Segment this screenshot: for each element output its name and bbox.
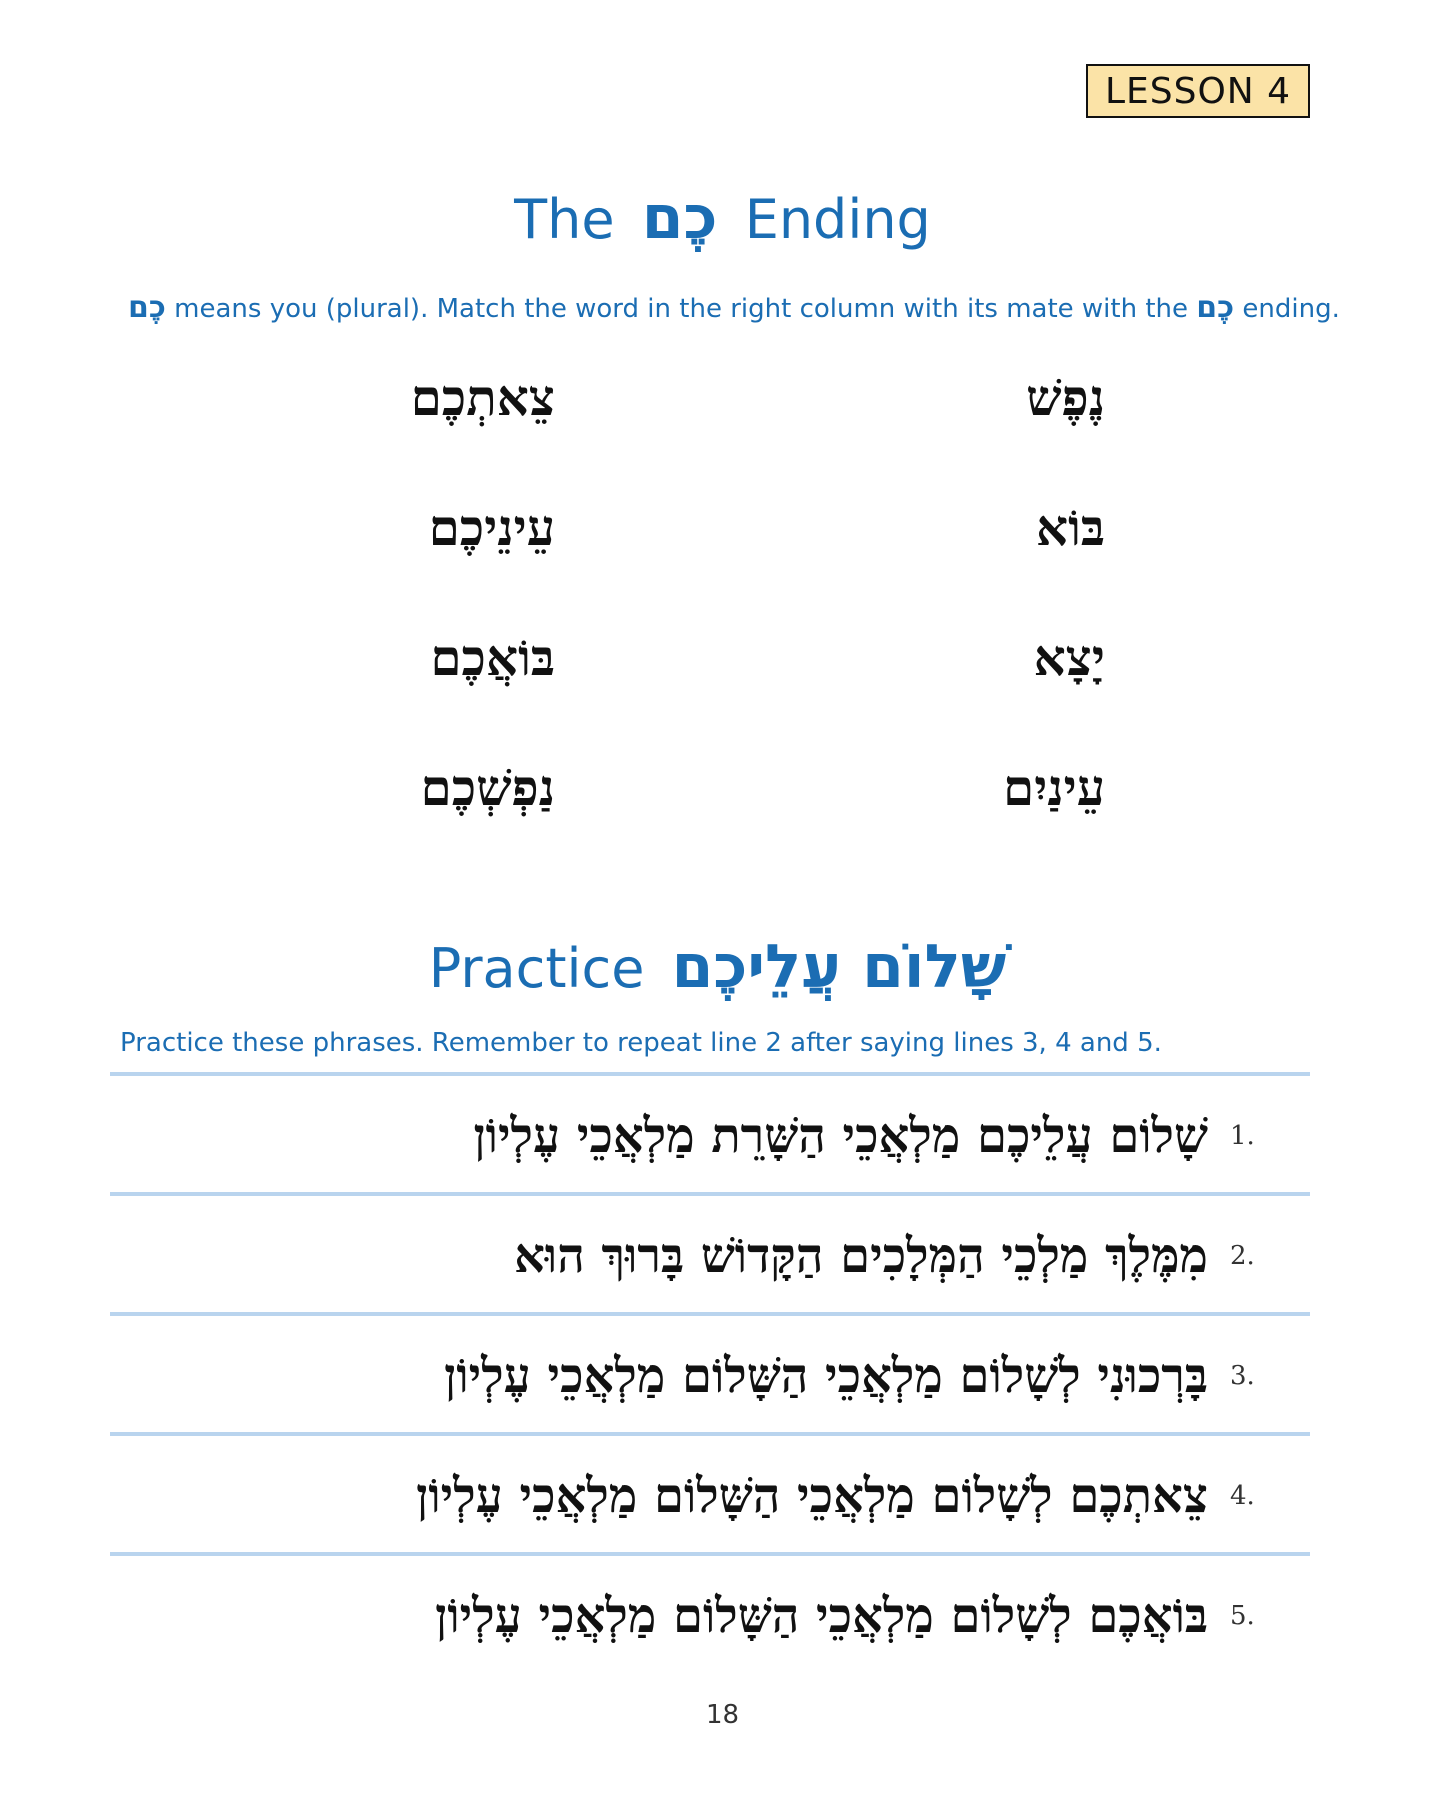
instruction-hebrew-kem-2: כֶם (1196, 290, 1235, 325)
title-hebrew-kem: כֶם (641, 183, 718, 253)
phrase-number: 4. (1230, 1481, 1255, 1511)
instruction-text-part1: means you (plural). Match the word in the right column with its mate with the (165, 294, 1197, 324)
phrase-text: בָּרְכוּנִי לְשָׁלוֹם מַלְאֲכֵי הַשָּׁלוֹם מַלְאֲכֵי עֶלְיוֹן (444, 1348, 1208, 1404)
page-number: 18 (705, 1700, 740, 1730)
right-column-word: עֵינַיִם (1003, 758, 1105, 817)
left-column-word: עֵינֵיכֶם (428, 498, 555, 557)
divider-rule (110, 1192, 1310, 1196)
phrase-number: 3. (1230, 1361, 1255, 1391)
matching-instruction (128, 290, 1340, 325)
phrase-row (110, 1336, 1270, 1416)
right-column-word: יָצָא (1033, 628, 1105, 687)
practice-instruction: Practice these phrases. Remember to repeat line 2 after saying lines 3, 4 and 5. (120, 1028, 1162, 1058)
phrase-text: מִמֶּלֶךְ מַלְכֵי הַמְּלָכִים הַקָּדוֹשׁ בָּרוּךְ הוּא (514, 1228, 1208, 1284)
instruction-text-part2: ending. (1234, 294, 1340, 324)
phrase-row (110, 1456, 1270, 1536)
lesson-badge (1086, 64, 1310, 118)
phrase-row (110, 1576, 1270, 1656)
left-column-word: נַפְשְׁכֶם (420, 758, 555, 817)
phrase-text: בּוֹאֲכֶם לְשָׁלוֹם מַלְאֲכֵי הַשָּׁלוֹם מַלְאֲכֵי עֶלְיוֹן (435, 1588, 1208, 1644)
title-hebrew-shalom-aleichem: שָׁלוֹם עֲלֵיכֶם (671, 932, 1007, 1002)
phrase-number: 2. (1230, 1241, 1255, 1271)
title-word-the: The (514, 188, 615, 251)
right-column-word: נֶפֶשׁ (1026, 368, 1105, 427)
title-word-practice: Practice (428, 937, 645, 1000)
phrase-number: 1. (1230, 1121, 1255, 1151)
phrase-row (110, 1216, 1270, 1296)
left-column-word: צֵאתְכֶם (410, 368, 555, 427)
instruction-hebrew-kem: כֶם (128, 290, 166, 325)
divider-rule (110, 1552, 1310, 1556)
divider-rule (110, 1432, 1310, 1436)
lesson-label: LESSON 4 (1104, 70, 1292, 112)
divider-rule (110, 1072, 1310, 1076)
title-word-ending: Ending (744, 188, 931, 251)
phrase-text: שָׁלוֹם עֲלֵיכֶם מַלְאֲכֵי הַשָּׁרֵת מַלְאֲכֵי עֶלְיוֹן (473, 1108, 1208, 1164)
left-column-word: בּוֹאֲכֶם (430, 628, 555, 687)
right-column-word: בּוֹא (1036, 498, 1105, 557)
section-title-kem-ending (0, 183, 1445, 253)
divider-rule (110, 1312, 1310, 1316)
phrase-number: 5. (1230, 1601, 1255, 1631)
phrase-text: צֵאתְכֶם לְשָׁלוֹם מַלְאֲכֵי הַשָּׁלוֹם מַלְאֲכֵי עֶלְיוֹן (416, 1468, 1208, 1524)
section-title-practice (0, 932, 1445, 1002)
phrase-row (110, 1096, 1270, 1176)
